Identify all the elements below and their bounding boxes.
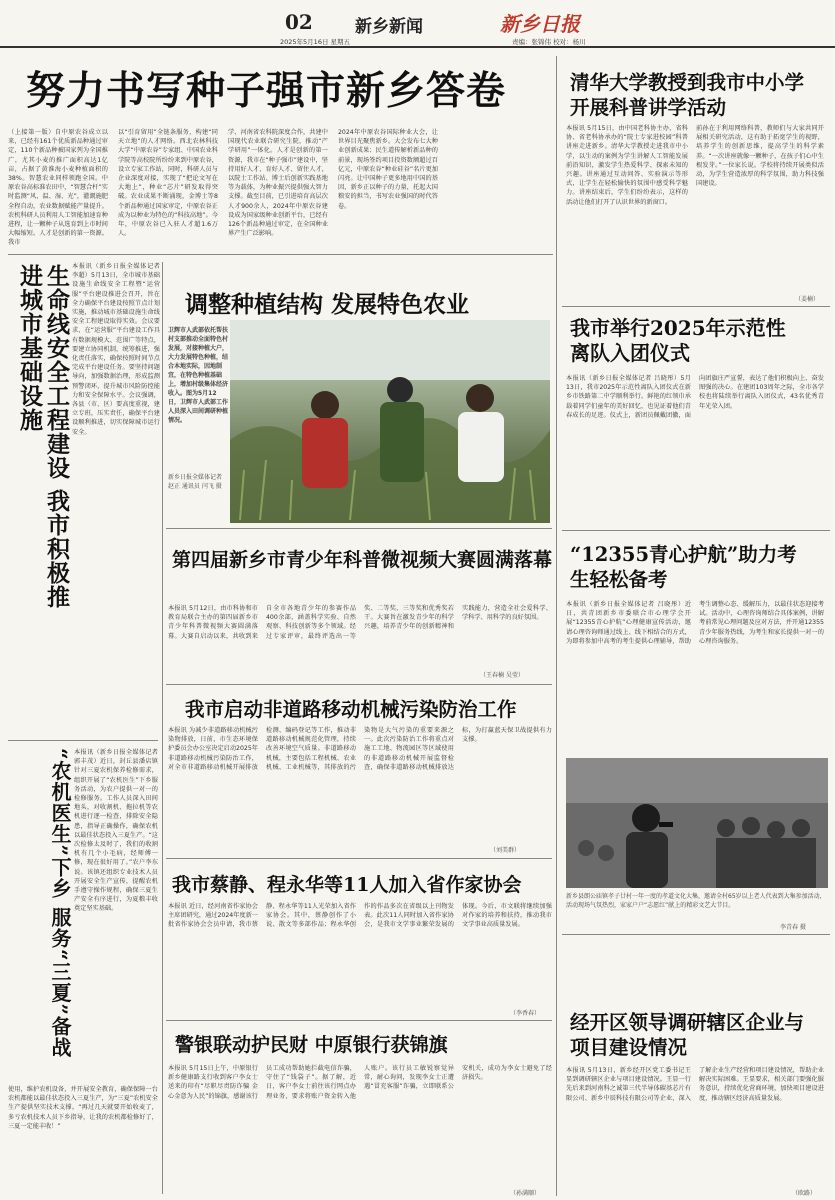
volunteer-bottom-rule xyxy=(562,934,830,935)
editors-line: 责编：张锦伟 校对：杨川 xyxy=(512,38,586,46)
youth-contest-body: 本报讯 5月12日，由市科协和市教育局联合主办的第四届新乡市青少年科普微视频大赛圆满落幕。大赛自启动以来，共收到来自全市各地青少年的参赛作品400余部，涵盖科学实验、自然观察、科技创新等多个领域。经过专家评审，最终评选出一等奖、二等奖、三等奖和优秀奖若干。大赛旨在激发青少年的科学兴趣，培养青少年的创新精神和实践能力，营造全社会爱科学、学科学、用科学的良好氛围。 xyxy=(168,605,552,640)
issue-date: 2025年5月16日 星期五 xyxy=(280,38,351,46)
farm-doctor-body-ext: 使用，维护农机设备，并开展安全教育，确保保障一台农机都能以最佳状态投入三夏生产，为“三夏”农机安全生产提供坚实技术支撑。“再过几天就要开始收麦了，多亏农机技术人员下乡指导，让我的农机都检修好了，三夏一定能丰收！” xyxy=(8,1086,158,1130)
volunteer-photo xyxy=(566,758,828,888)
lead-headline: 努力书写种子强市新乡答卷 xyxy=(26,68,507,114)
tsinghua-body-1: 本报讯 5月15日，由中国老科协主办，省科协、省老科协承办的“院士专家进校园”科普讲座走进新乡。清华大学教授走进我市中小学，以生动的案例为学生讲解人工智能发展前沿知识，激发学生热爱科学、探索未知的兴趣。讲座通过互动问答、实验演示等形式，让学生在轻松愉快的氛围中感受科学魅力。讲座结束后，学生们纷纷表示，这样的活动让他们打开了认识世界的新窗口。 xyxy=(566,125,688,206)
lead-col-2: 以“引育留用”全链条服务，构建“同天立地”的人才网络。西北农林科技大学“中原农谷”专家组、中国农业科学院等高校院所纷纷来到中原农谷，设立专家工作站，同时，科研人员与企业深度对接，实现了“把论文写在大地上”，种业“芯片”研发取得突破。农业成果不断涌现，金博士等8个新品种通过国家审定，中原农谷正成为以种业为特色的“科技高地”。今年，中原农谷已入驻人才超1.6万人。 xyxy=(118,129,218,238)
volunteer-caption: 新乡县朗公庙镇孝子廿村一年一度的孝道文化大集，邀请全村65岁以上老人代表到大集参加活动，活动现场气氛热烈，家家户户“志愿红”献上的精彩文艺大节目。 xyxy=(566,893,826,909)
machinery-signature: （刘美群） xyxy=(490,847,521,854)
safety-body: 本报讯（新乡日报全媒体记者 李超）5月13日，全市城市基础设施生命线安全工程暨“运营服”平台建设推进会召开，旨在全力确保平台建设按照节点计划实施，推动城市基础设施生命线安全工程建设取得实效。会议要求，在“运营服”平台建设工作具有数据规模大、范围广等特点，要建立协同机制，统筹推进，强化责任落实，确保按照时间节点完成平台建设任务。要坚持问题导向，加强数据治理，形成监测预警闭环，提升城市风险防控能力和安全保障水平。会议强调，各县（市、区）要高度重视，建立专班，压实责任，确保平台建设顺利推进，切实保障城市运行安全。 xyxy=(72,263,160,436)
investigation-body: 本报讯 5月13日，新乡经开区党工委书记王显到调研辖区企业与项目建设情况。王显一行先后来到河南科之诚第三代半导体碳基芯片有限公司、新乡中辰科技有限公司等企业，深入了解企业生产经营和项目建设情况，帮助企业解决实际困难。王显要求，相关部门要强化服务意识，持续优化营商环境，加快项目建设进度，推动辖区经济高质量发展。 xyxy=(566,1067,824,1102)
masthead xyxy=(0,0,835,46)
section-title: 新乡新闻 xyxy=(355,17,423,37)
lead-col-3: 学、河南省农科院深度合作，共建中国现代农业联合研究生院，推动“产学研用”一体化。人才是创新的第一资源，我市在“种子强市”建设中，坚持用好人才、育好人才、留住人才，以院士工作站、博士后创新实践基地等为载体，为种业振兴提供强大智力支撑。截至目前，已引进培育高层次人才900余人，2024年中原农谷建设成为国家级种业创新平台，已经有126个新品种通过审定，在全国种业界产生广泛影响。 xyxy=(228,129,328,238)
tsinghua-headline: 清华大学教授到我市中小学开展科普讲学活动 xyxy=(570,71,805,119)
planting-caption: 卫辉市人武部依托帮扶村支部推动全面特色村发展，对接种植大户，大力发展特色种植，结合本地实际，因地制宜，在特色种植基础上，增加村级集体经济收入。图为5月12日，卫辉市人武部工作人员深入田间调研种植情况。 xyxy=(168,327,229,424)
machinery-bottom-rule xyxy=(166,858,552,859)
volunteer-credit: 李青春 摄 xyxy=(780,924,806,931)
farm-doctor-body: 本报讯（新乡日报全媒体记者 郭丰茂）近日，封丘县潘店镇针对三夏农机保养检修需求，组织开展了“农机医生”下乡服务活动，为农户提供一对一的检修服务。工作人员深入田间地头，对收割机、拖拉机等农机进行逐一检查，排除安全隐患，指导正确操作，确保农机以最佳状态投入三夏生产。“这次检修太及时了，我们的收割机有几个小毛病，经师傅一修，现在很好用了。”农户李东说。该镇还组织专业技术人员开展安全生产宣传，提醒农机手遵守操作规程，确保三夏生产安全有序进行，为夏粮丰收奠定坚实基础。 xyxy=(74,749,158,913)
safety-headline: 生命线安全工程建设 我市积极推进城市基础设施 xyxy=(16,264,70,610)
tsinghua-signature: （姜楠） xyxy=(795,296,820,303)
retired-headline: 我市举行2025年示范性离队入团仪式 xyxy=(570,316,786,365)
police-bank-signature: （孙满顺） xyxy=(510,1190,541,1197)
field-photo-illustration xyxy=(230,320,550,523)
volunteer-photo-illustration xyxy=(566,758,828,888)
writers-bottom-rule xyxy=(166,1020,552,1021)
youth-bottom-rule xyxy=(166,684,552,685)
writers-body: 本报讯 近日，经河南省作家协会主席团研究，通过2024年度新一批省作家协会会员申请，我市蔡静、程永华等11人光荣加入省作家协会。其中，蔡静创作了小说、散文等多部作品；程永华创作的作品多次在省级以上刊物发表。此次11人同时加入省作家协会，是我市文学事业繁荣发展的体现。今后，市文联将继续加强对作家的培养和扶持，推动我市文学事业高质量发展。 xyxy=(168,903,552,929)
planting-headline: 调整种植结构 发展特色农业 xyxy=(185,291,470,318)
police-bank-headline: 警银联动护民财 中原银行获锦旗 xyxy=(175,1034,448,1056)
paper-logo: 新乡日报 xyxy=(500,12,580,36)
hotline-headline: “12355青心护航”助力考生轻松备考 xyxy=(570,543,797,591)
planting-photo xyxy=(230,320,550,523)
column-rule-right xyxy=(556,56,557,1196)
machinery-body: 本报讯 为减少非道路移动机械污染物排放，日前，市生态环境保护委员会办公室决定启动2025年非道路移动机械污染防治工作，对全市非道路移动机械开展排放检测、编码登记等工作，推动非道路移动机械规范化管理，持续改善环境空气质量。非道路移动机械，主要包括工程机械、农业机械、工业机械等，其排放的污染物是大气污染的重要来源之一。此次污染防治工作将重点对施工工地、物流园区等区域使用的非道路移动机械开展监督检查，确保非道路移动机械排放达标，为打赢蓝天保卫战提供有力支撑。 xyxy=(168,727,552,771)
lead-bottom-rule xyxy=(8,254,553,255)
hotline-body: 本报讯（新乡日报全媒体记者 吕晓彤）近日，共青团新乡市委联合市心理学会开展“12355青心护航”心理健康宣传活动，邀请心理咨询师通过线上、线下相结合的方式，为即将参加中高考的考生提供心理辅导，帮助考生调整心态、缓解压力，以最佳状态迎接考试。活动中，心理咨询师结合具体案例，讲解考前常见心理问题及应对方法，并开通12355青少年服务热线，为考生和家长提供一对一的心理咨询服务。 xyxy=(566,601,824,645)
lead-col-1: （上接第一版）自中原农谷成立以来，已经有161个优质新品种通过审定，110个新品种被国家列为全国推广，尤其小麦的推广面积高达1亿亩，占据了黄淮海小麦种植面积的38%。智慧农业同样领跑全国。中原农谷高标准农田中，“智慧合杆”实时监测“风、温、湿、光”，灌溉施肥全程自动，农业数据赋能产量提升。农机科研人员利用人工智能加速育种进程，让一颗种子从选育到上市时间大幅缩短。人才是创新的第一资源。我市 xyxy=(8,129,108,247)
investigation-headline: 经开区领导调研辖区企业与项目建设情况 xyxy=(570,1011,805,1059)
page-number: 02 xyxy=(285,10,313,34)
youth-contest-headline: 第四届新乡市青少年科普微视频大赛圆满落幕 xyxy=(172,549,553,571)
investigation-signature: （欧路） xyxy=(792,1190,817,1197)
youth-contest-signature: （王春楠 吴莹） xyxy=(480,672,524,679)
retired-body: 本报讯（新乡日报全媒体记者 吕晓彤）5月13日，我市2025年示范性离队入团仪式在新乡市铁路第二中学顺利举行。鲜艳的红领巾承载着同学们童年的美好回忆，也见证着他们青春成长的足迹。仪式上，新团员佩戴团徽，面向团旗庄严宣誓，表达了他们积极向上、奋发图强的决心。在建团103周年之际，全市各学校也将陆续举行离队入团仪式，43名优秀青年光荣入团。 xyxy=(566,375,824,419)
planting-bottom-rule xyxy=(166,528,552,529)
planting-credit: 新乡日报全媒体记者 赵正 通讯员 闫飞 摄 xyxy=(168,474,223,490)
left-divider-1 xyxy=(8,740,158,741)
tsinghua-bottom-rule xyxy=(562,306,830,307)
tsinghua-body-2: 前孙在于利用网络科普，教师们与大家共同开展相关研究活动，这有助于拓宽学生的视野，培养学生的创新思维，提高学生的科学素养。“一次讲座就像一颗种子，在孩子们心中生根发芽。”一位家长说。学校将持续开展类似活动，为学生营造浓厚的科学氛围，助力科技强国建设。 xyxy=(696,125,824,188)
writers-headline: 我市蔡静、程永华等11人加入省作家协会 xyxy=(172,874,522,896)
farm-doctor-headline: “农机医生”下乡 服务“三夏”备战 xyxy=(48,748,72,1058)
center-left-rule xyxy=(162,262,163,1194)
retired-bottom-rule xyxy=(562,530,830,531)
machinery-headline: 我市启动非道路移动机械污染防治工作 xyxy=(185,698,517,721)
writers-signature: （李香春） xyxy=(510,1010,541,1017)
masthead-rule xyxy=(0,46,835,48)
police-bank-body: 本报讯 5月15日上午，中原银行新乡健康路支行收到客户李女士送来的印有“尽职尽责防诈骗 金心金意为人民”的锦旗，感谢该行员工成功帮助她拦截电信诈骗，守住了“钱袋子”。据了解，近日，客户李女士前往该行网点办理业务，要求将账户资金转入他人账户。该行员工敏锐察觉异常，耐心询问，发现李女士正遭遇“冒充客服”诈骗，立即联系公安机关，成功为李女士避免了经济损失。 xyxy=(168,1065,552,1100)
lead-col-4: 2024年中原农谷国际种业大会，让世界目光聚焦新乡。大会发布七大种业创新成果；民生道传解析新品种的前景，现场签约项目投资数额超过百亿元，中原农谷“种业硅谷”名片更加闪亮。让中国种子更多地用中国的基因，新乡正以种子的力量，托起大国粮安的担当，书写农业强国的时代答卷。 xyxy=(338,129,438,210)
